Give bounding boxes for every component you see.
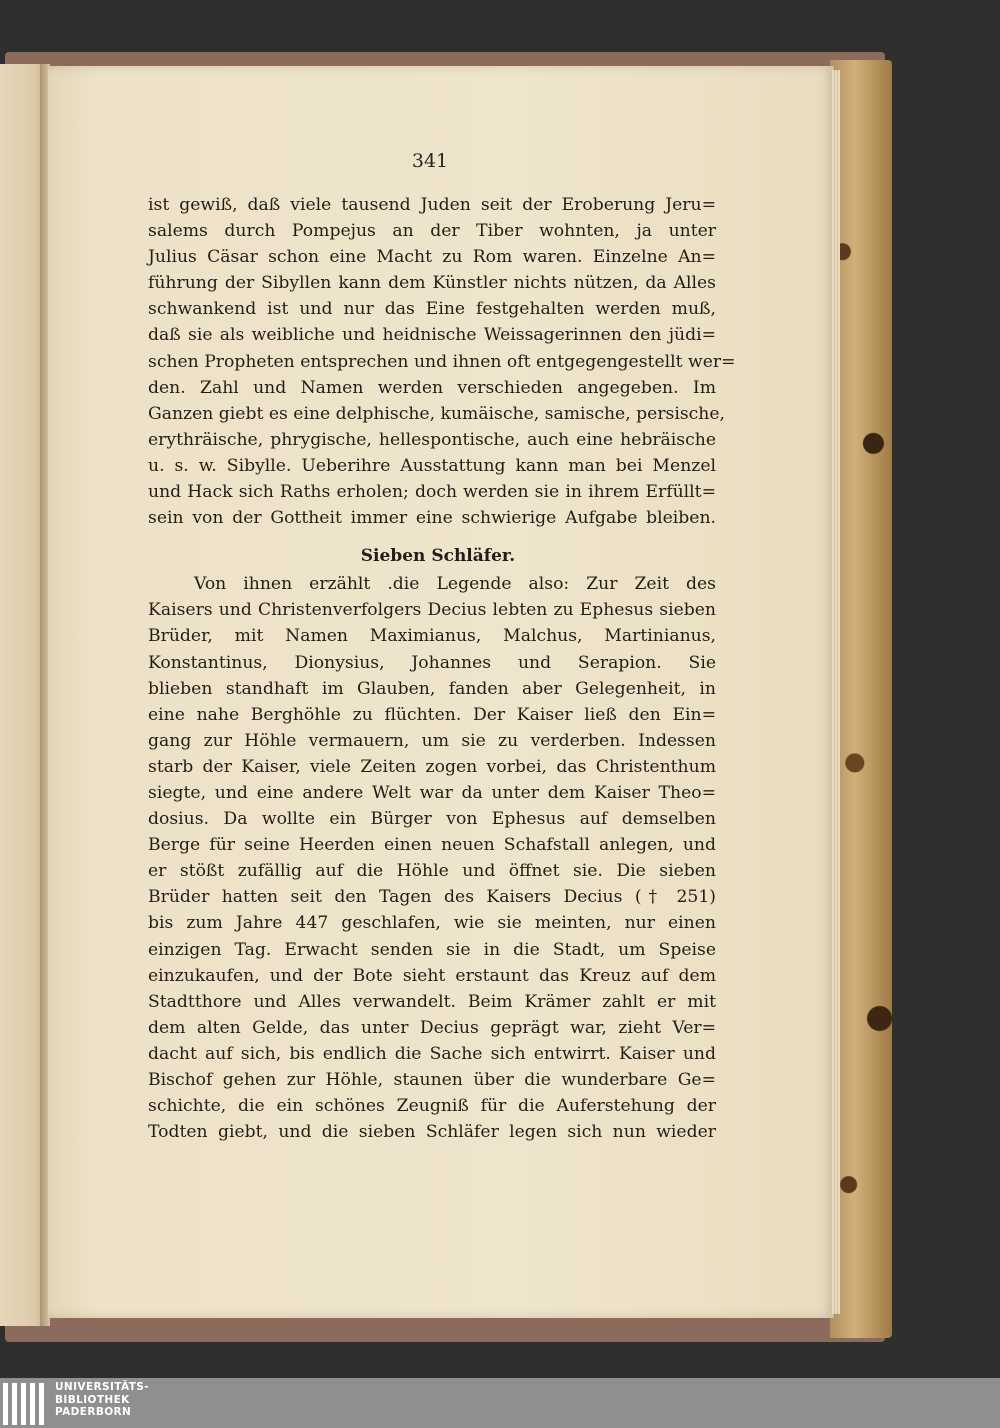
text-line: einzukaufen, und der Bote sieht erstaunt das Kreuz auf dem <box>148 965 716 986</box>
text-line: siegte, und eine andere Welt war da unter dem Kaiser Theo= <box>148 782 716 803</box>
library-logo-text <box>55 1381 149 1419</box>
text-line: eine nahe Berghöhle zu flüchten. Der Kaiser ließ den Ein= <box>148 704 716 725</box>
page-number: 341 <box>411 150 449 172</box>
text-line: Ganzen giebt es eine delphische, kumäische, samische, persische, <box>148 403 726 424</box>
text-line: gang zur Höhle vermauern, um sie zu verderben. Indessen <box>148 730 716 751</box>
text-line: schwankend ist und nur das Eine festgehalten werden muß, <box>148 299 716 320</box>
library-logo-icon <box>3 1383 49 1425</box>
text-line: starb der Kaiser, viele Zeiten zogen vorbei, das Christenthum <box>148 756 716 777</box>
text-line: bis zum Jahre 447 geschlafen, wie sie meinten, nur einen <box>148 913 716 934</box>
page-stack-edge <box>832 70 840 1314</box>
text-line: Brüder, mit Namen Maximianus, Malchus, Martinianus, <box>148 626 716 647</box>
text-line: blieben standhaft im Glauben, fanden aber Gelegenheit, in <box>148 678 716 699</box>
text-line: Berge für seine Heerden einen neuen Schafstall anlegen, und <box>148 835 716 856</box>
page-text <box>148 192 736 1145</box>
text-line: ist gewiß, daß viele tausend Juden seit der Eroberung Jeru= <box>148 195 716 215</box>
section-heading: Sieben Schläfer. <box>360 546 516 567</box>
logo-line: BIBLIOTHEK <box>55 1393 130 1406</box>
text-line: und Hack sich Raths erholen; doch werden sie in ihrem Erfüllt= <box>148 482 716 503</box>
text-line: Bischof gehen zur Höhle, staunen über die wunderbare Ge= <box>148 1070 716 1090</box>
text-line: Julius Cäsar schon eine Macht zu Rom waren. Einzelne An= <box>148 247 716 268</box>
text-line: dem alten Gelde, das unter Decius geprägt war, zieht Ver= <box>148 1017 716 1038</box>
text-line: Von ihnen erzählt .die Legende also: Zur Zeit des <box>194 574 716 595</box>
text-line: erythräische, phrygische, hellespontische, auch eine hebräische <box>148 429 716 450</box>
text-line: schichte, die ein schönes Zeugniß für die Auferstehung der <box>148 1096 716 1117</box>
text-line: daß sie als weibliche und heidnische Weissagerinnen den jüdi= <box>148 325 716 346</box>
logo-line: UNIVERSITÄTS- <box>55 1381 150 1393</box>
logo-line: PADERBORN <box>55 1406 132 1418</box>
text-line: führung der Sibyllen kann dem Künstler nichts nützen, da Alles <box>148 273 716 294</box>
text-line: sein von der Gottheit immer eine schwierige Aufgabe bleiben. <box>148 508 716 529</box>
text-line: einzigen Tag. Erwacht senden sie in die Stadt, um Speise <box>148 939 716 960</box>
text-line: er stößt zufällig auf die Höhle und öffnet sie. Die sieben <box>148 861 716 882</box>
text-line: Todten giebt, und die sieben Schläfer legen sich nun wieder <box>148 1122 716 1143</box>
text-line: dacht auf sich, bis endlich die Sache sich entwirrt. Kaiser und <box>148 1043 716 1064</box>
text-line: Kaisers und Christenverfolgers Decius lebten zu Ephesus sieben <box>148 600 716 621</box>
text-line: u. s. w. Sibylle. Ueberihre Ausstattung kann man bei Menzel <box>148 455 716 476</box>
text-line: schen Propheten entsprechen und ihnen oft entgegengestellt wer= <box>148 351 736 372</box>
footer-bar <box>0 1378 1000 1428</box>
text-line: Stadtthore und Alles verwandelt. Beim Krämer zahlt er mit <box>148 991 716 1012</box>
text-line: Brüder hatten seit den Tagen des Kaisers Decius († 251) <box>148 887 716 908</box>
text-line: salems durch Pompejus an der Tiber wohnten, ja unter <box>148 221 716 242</box>
left-page-edge <box>0 64 44 1326</box>
text-line: Konstantinus, Dionysius, Johannes und Serapion. Sie <box>148 652 716 673</box>
text-line: den. Zahl und Namen werden verschieden angegeben. Im <box>148 377 716 398</box>
text-line: dosius. Da wollte ein Bürger von Ephesus auf demselben <box>148 809 716 830</box>
